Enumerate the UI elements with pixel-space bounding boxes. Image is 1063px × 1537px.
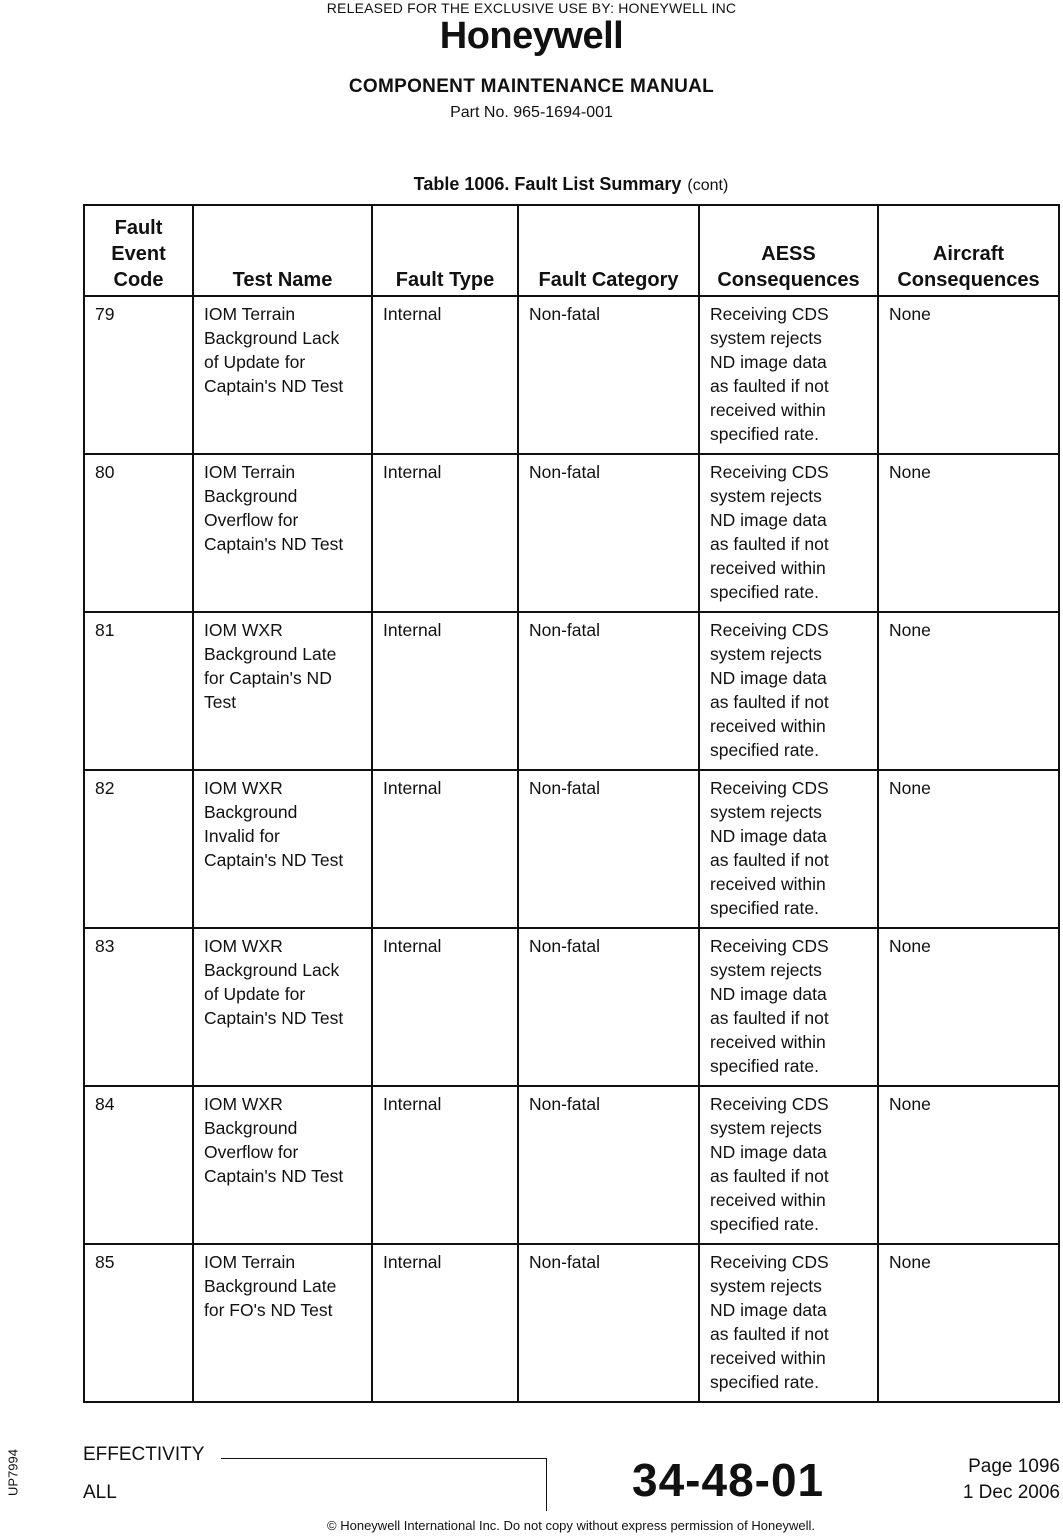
table-row <box>84 770 1059 928</box>
aircraft-consequences: None <box>878 612 1059 770</box>
table-caption-title: Table 1006. Fault List Summary <box>413 174 682 194</box>
test-name: IOM WXR Background Late for Captain's ND Test <box>193 612 372 770</box>
aircraft-consequences: None <box>878 454 1059 612</box>
fault-type: Internal <box>372 1086 518 1244</box>
fault-code: 85 <box>84 1244 193 1402</box>
aircraft-consequences: None <box>878 1086 1059 1244</box>
side-document-code: UP7994 <box>5 1449 21 1496</box>
col-header-fault-event-code: Fault Event Code <box>84 205 193 296</box>
fault-type: Internal <box>372 1244 518 1402</box>
aess-consequences: Receiving CDS system rejects ND image data as faulted if not received within specified rate. <box>699 296 878 454</box>
fault-category: Non-fatal <box>518 1086 699 1244</box>
table-caption-suffix: (cont) <box>687 177 729 194</box>
test-name: IOM Terrain Background Overflow for Captain's ND Test <box>193 454 372 612</box>
effectivity-divider <box>546 1458 547 1511</box>
table-caption <box>0 174 1063 195</box>
fault-type: Internal <box>372 770 518 928</box>
fault-code: 80 <box>84 454 193 612</box>
chapter-number: 34-48-01 <box>632 1454 825 1506</box>
aess-consequences: Receiving CDS system rejects ND image data as faulted if not received within specified rate. <box>699 612 878 770</box>
fault-list-table <box>83 204 1060 1403</box>
aircraft-consequences: None <box>878 1244 1059 1402</box>
fault-category: Non-fatal <box>518 928 699 1086</box>
aess-consequences: Receiving CDS system rejects ND image data as faulted if not received within specified rate. <box>699 454 878 612</box>
aess-consequences: Receiving CDS system rejects ND image data as faulted if not received within specified rate. <box>699 770 878 928</box>
col-header-test-name: Test Name <box>193 205 372 296</box>
fault-type: Internal <box>372 296 518 454</box>
col-header-aircraft-consequences: Aircraft Consequences <box>878 205 1059 296</box>
table-row <box>84 1244 1059 1402</box>
part-number: Part No. 965-1694-001 <box>450 104 613 121</box>
fault-code: 79 <box>84 296 193 454</box>
col-header-fault-category: Fault Category <box>518 205 699 296</box>
fault-category: Non-fatal <box>518 1244 699 1402</box>
manual-title: COMPONENT MAINTENANCE MANUAL <box>348 76 715 97</box>
test-name: IOM WXR Background Invalid for Captain's ND Test <box>193 770 372 928</box>
test-name: IOM Terrain Background Late for FO's ND Test <box>193 1244 372 1402</box>
copyright-notice: © Honeywell International Inc. Do not copy without express permission of Honeywell. <box>327 1518 815 1533</box>
effectivity-rule <box>221 1458 546 1459</box>
table-row <box>84 454 1059 612</box>
aircraft-consequences: None <box>878 928 1059 1086</box>
fault-type: Internal <box>372 454 518 612</box>
fault-category: Non-fatal <box>518 296 699 454</box>
page-number: Page 1096 <box>968 1456 1060 1477</box>
aess-consequences: Receiving CDS system rejects ND image data as faulted if not received within specified rate. <box>699 1086 878 1244</box>
fault-category: Non-fatal <box>518 454 699 612</box>
test-name: IOM WXR Background Overflow for Captain's ND Test <box>193 1086 372 1244</box>
release-notice: RELEASED FOR THE EXCLUSIVE USE BY: HONEYWELL INC <box>326 0 737 16</box>
fault-type: Internal <box>372 612 518 770</box>
aess-consequences: Receiving CDS system rejects ND image data as faulted if not received within specified rate. <box>699 1244 878 1402</box>
table-row <box>84 296 1059 454</box>
table-row <box>84 928 1059 1086</box>
aircraft-consequences: None <box>878 770 1059 928</box>
effectivity-label: EFFECTIVITY <box>83 1444 205 1465</box>
fault-type: Internal <box>372 928 518 1086</box>
test-name: IOM Terrain Background Lack of Update for Captain's ND Test <box>193 296 372 454</box>
aircraft-consequences: None <box>878 296 1059 454</box>
col-header-aess-consequences: AESS Consequences <box>699 205 878 296</box>
table-header-row <box>84 205 1059 296</box>
honeywell-logo: Honeywell <box>439 15 624 57</box>
col-header-fault-type: Fault Type <box>372 205 518 296</box>
table-row <box>84 1086 1059 1244</box>
effectivity-value: ALL <box>83 1482 117 1503</box>
fault-code: 83 <box>84 928 193 1086</box>
table-row <box>84 612 1059 770</box>
fault-code: 82 <box>84 770 193 928</box>
fault-category: Non-fatal <box>518 612 699 770</box>
fault-code: 84 <box>84 1086 193 1244</box>
fault-category: Non-fatal <box>518 770 699 928</box>
fault-code: 81 <box>84 612 193 770</box>
test-name: IOM WXR Background Lack of Update for Captain's ND Test <box>193 928 372 1086</box>
aess-consequences: Receiving CDS system rejects ND image data as faulted if not received within specified rate. <box>699 928 878 1086</box>
page-date: 1 Dec 2006 <box>962 1482 1060 1503</box>
